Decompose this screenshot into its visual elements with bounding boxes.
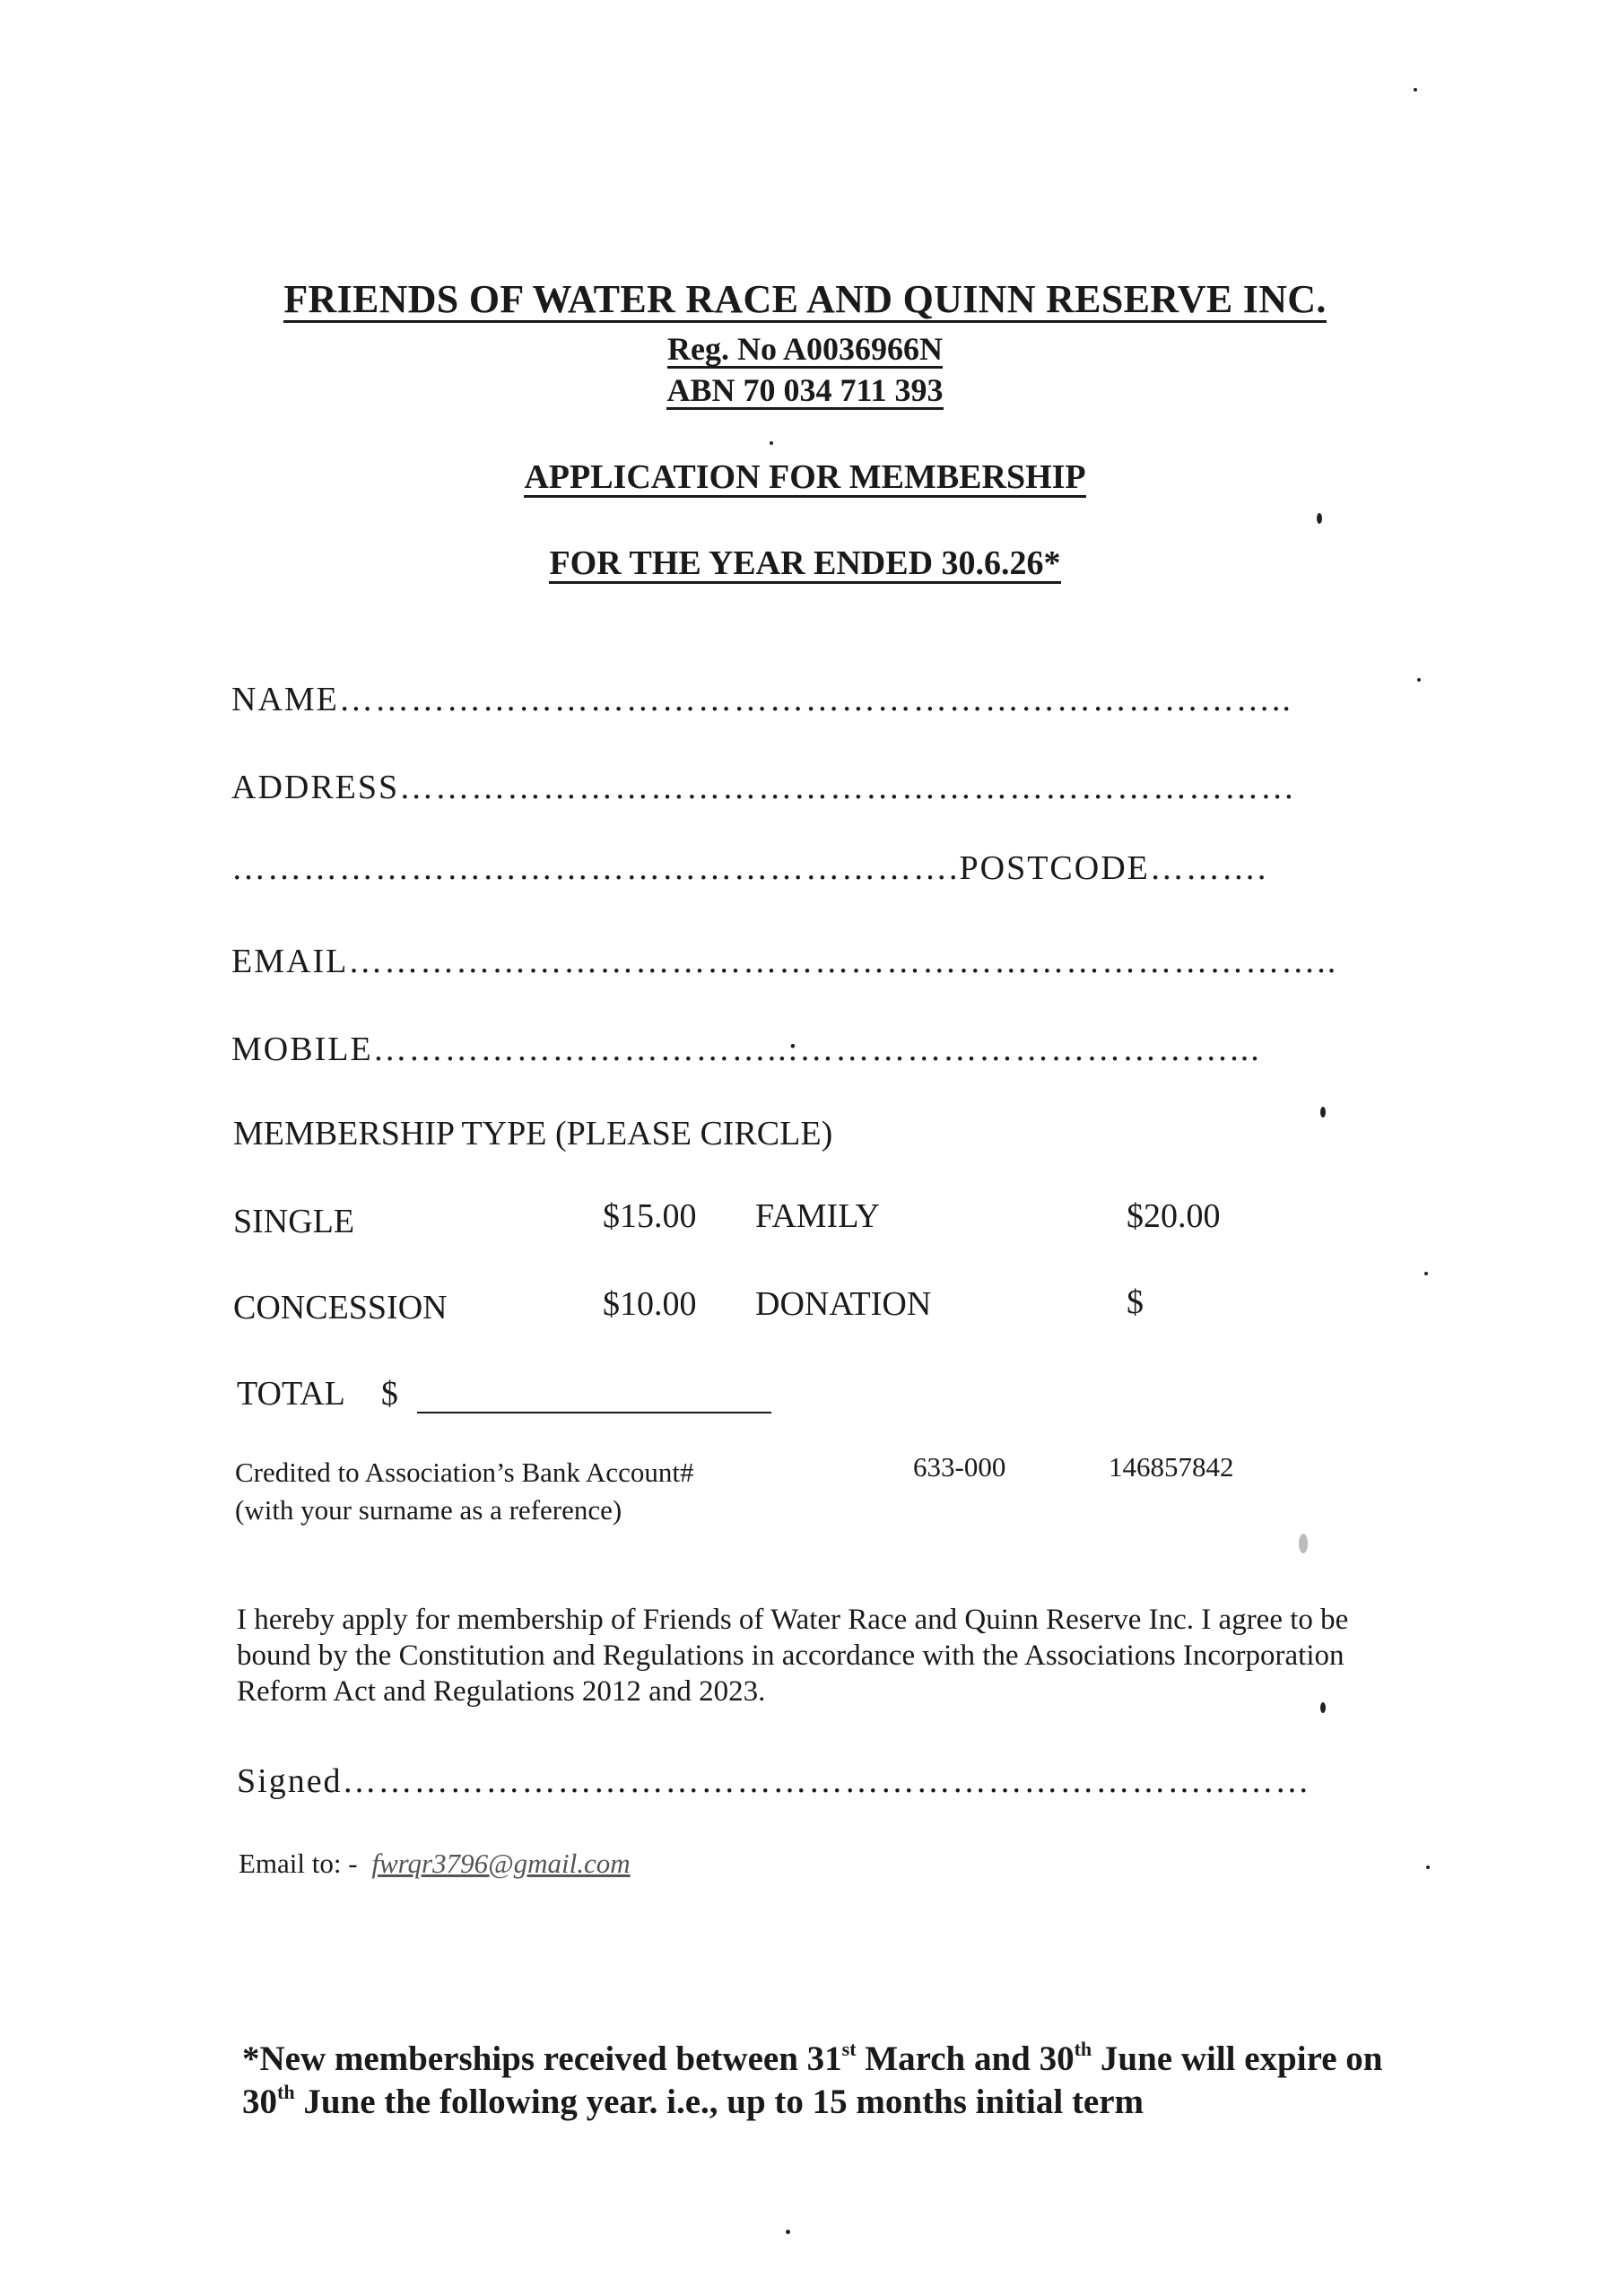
organization-name: [0, 276, 1610, 323]
organization-name-text: FRIENDS OF WATER RACE AND QUINN RESERVE INC.: [283, 277, 1327, 321]
total-row: [237, 1374, 771, 1413]
email-to-line: [239, 1848, 631, 1880]
scan-speck: [770, 441, 773, 445]
footnote: [242, 2038, 1426, 2124]
name-field[interactable]: NAME……………………………………………………………………..: [231, 681, 1292, 718]
email-to-address[interactable]: fwrqr3796@gmail.com: [371, 1848, 631, 1879]
total-label: TOTAL: [237, 1375, 344, 1413]
scan-speck: [1414, 88, 1417, 91]
concession-option-label[interactable]: CONCESSION: [233, 1289, 448, 1326]
single-option-price: $15.00: [603, 1197, 697, 1235]
bank-account-number: 146857842: [1109, 1451, 1234, 1483]
registration-number-text: Reg. No A0036966N: [667, 331, 943, 367]
scan-speck: [1426, 1866, 1430, 1869]
footnote-sup2: th: [1074, 2038, 1092, 2060]
email-field[interactable]: EMAIL………………………………………………………………………..: [231, 943, 1338, 980]
year-title: [0, 544, 1610, 584]
footnote-sup1: st: [841, 2038, 857, 2060]
scan-speck: [1320, 1702, 1326, 1713]
bank-reference-note: (with your surname as a reference): [235, 1494, 622, 1526]
bank-bsb: 633-000: [913, 1451, 1006, 1483]
scan-speck: [1424, 1272, 1428, 1275]
footnote-part3: June will expire on 30: [242, 2039, 1383, 2121]
total-currency: $: [380, 1375, 398, 1413]
single-option-label[interactable]: SINGLE: [233, 1203, 355, 1240]
family-option-price: $20.00: [1127, 1197, 1221, 1235]
address-field[interactable]: ADDRESS…………………………………………………………………: [231, 769, 1297, 806]
footnote-sup3: th: [277, 2081, 295, 2103]
scan-speck: [1317, 513, 1322, 524]
donation-option-label[interactable]: DONATION: [755, 1285, 932, 1323]
bank-credited-text: Credited to Association’s Bank Account#: [235, 1457, 694, 1488]
scan-speck: [786, 2230, 790, 2234]
concession-option-price: $10.00: [603, 1285, 697, 1323]
membership-type-heading: MEMBERSHIP TYPE (PLEASE CIRCLE): [233, 1115, 833, 1152]
family-option-label[interactable]: FAMILY: [755, 1197, 881, 1235]
mobile-field[interactable]: MOBILE……………………………..:………………………………...: [231, 1031, 1261, 1068]
form-title-text: APPLICATION FOR MEMBERSHIP: [524, 458, 1086, 496]
total-amount-line[interactable]: [417, 1379, 771, 1413]
footnote-part4: June the following year. i.e., up to 15 months initial term: [294, 2083, 1144, 2121]
signature-field[interactable]: Signed………………………………………………………………………: [237, 1762, 1311, 1800]
abn-number: [0, 371, 1610, 410]
footnote-part2: March and 30: [856, 2039, 1075, 2078]
scan-speck: [1417, 678, 1421, 682]
scan-speck: [1320, 1107, 1326, 1118]
email-to-label: Email to: -: [239, 1848, 358, 1879]
donation-option-price: $: [1127, 1283, 1144, 1321]
scan-speck: [1299, 1534, 1308, 1553]
declaration-text: I hereby apply for membership of Friends of Water Race and Quinn Reserve Inc. I agree to be bound by the Constitution and Regulations in accordance with the Associations Incorporation Reform Act and Regulations 2012 and 2023.: [237, 1604, 1349, 1708]
registration-number: [0, 330, 1610, 369]
footnote-part1: *New memberships received between 31: [242, 2039, 842, 2078]
form-title: [0, 457, 1610, 498]
postcode-field[interactable]: …………………………………………………….POSTCODE……….: [231, 849, 1268, 887]
year-title-text: FOR THE YEAR ENDED 30.6.26*: [549, 544, 1061, 582]
abn-number-text: ABN 70 034 711 393: [666, 372, 944, 408]
